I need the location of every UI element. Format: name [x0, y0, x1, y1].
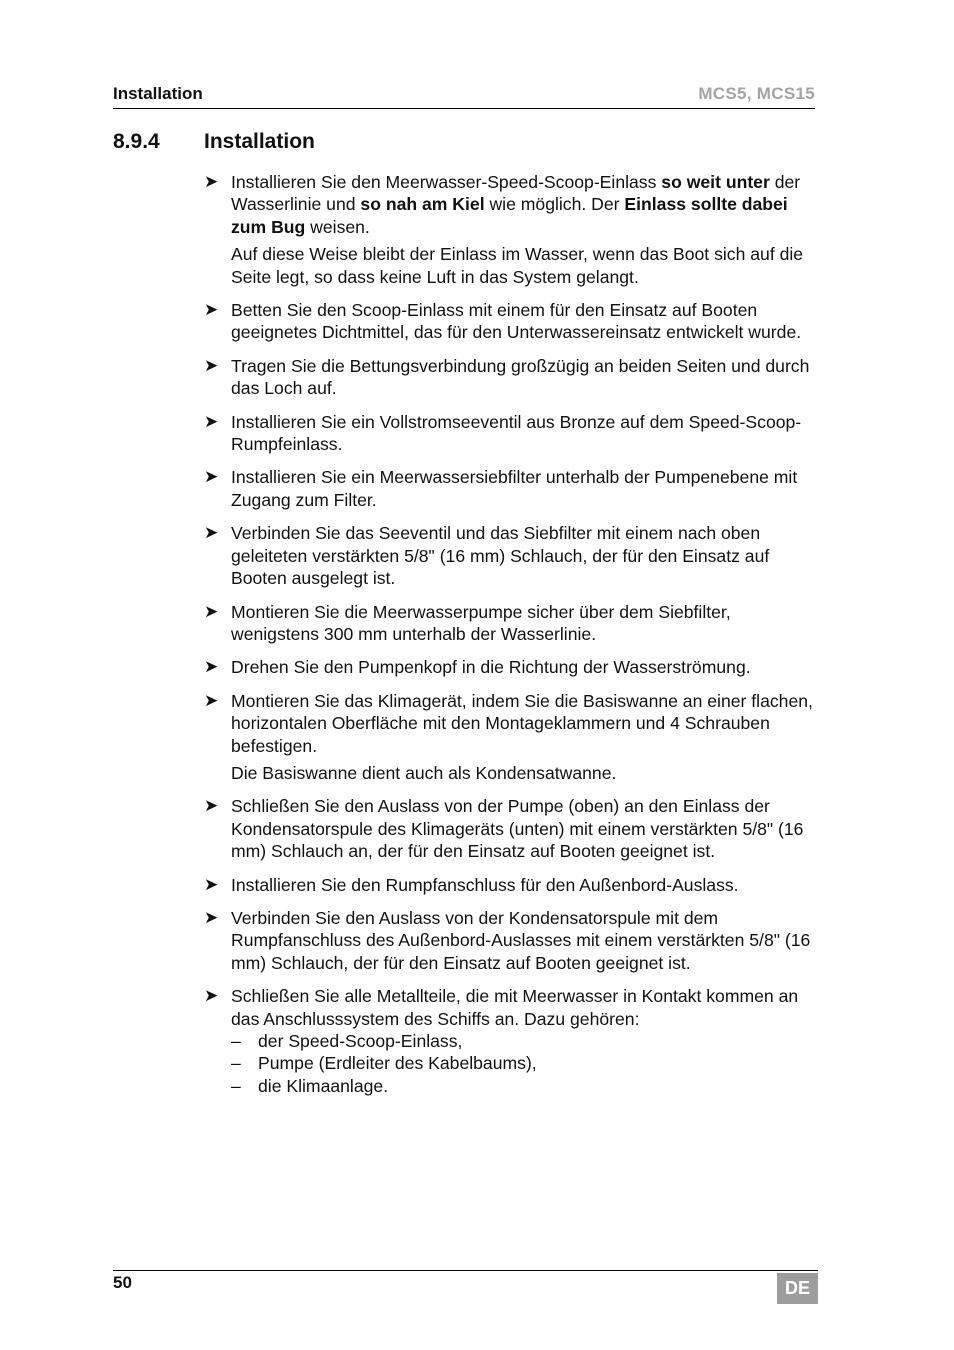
step-note: Die Basiswanne dient auch als Kondensatwanne. [231, 762, 617, 783]
arrow-bullet-icon: ➤ [204, 355, 219, 375]
step-text: Drehen Sie den Pumpenkopf in die Richtung der Wasserströmung. [231, 657, 751, 678]
instruction-step [204, 299, 820, 344]
arrow-bullet-icon: ➤ [204, 523, 219, 543]
arrow-bullet-icon: ➤ [204, 172, 219, 191]
arrow-bullet-icon: ➤ [204, 467, 219, 487]
step-text: Montieren Sie das Klimagerät, indem Sie die Basiswanne an einer flachen, horizontalen Oberfläche mit den Montageklammern und 4 Schrauben befestigen. [231, 690, 813, 756]
instruction-step [204, 985, 820, 1097]
step-text-part: weisen. [305, 216, 370, 237]
page-header [113, 84, 815, 109]
step-text: Schließen Sie den Auslass von der Pumpe (oben) an den Einlass der Kondensatorspule des Klimageräts (unten) mit einem verstärkten 5/8" (16 mm) Schlauch an, der für den Einsatz auf Booten geeignet ist. [231, 796, 804, 862]
arrow-bullet-icon: ➤ [204, 411, 219, 431]
step-emphasis: so nah am Kiel [360, 194, 485, 215]
step-text [231, 171, 820, 238]
list-item-text: der Speed-Scoop-Einlass, [258, 1031, 463, 1051]
instruction-step [204, 656, 820, 678]
arrow-bullet-icon: ➤ [204, 907, 219, 927]
arrow-bullet-icon: ➤ [204, 300, 219, 320]
section-title: Installation [204, 130, 315, 153]
instruction-step [204, 601, 820, 646]
list-item-text: Pumpe (Erdleiter des Kabelbaums), [258, 1053, 537, 1074]
step-text: Installieren Sie ein Vollstromseeventil aus Bronze auf dem Speed-Scoop-Rumpfeinlass. [231, 411, 802, 455]
step-text: Schließen Sie alle Metallteile, die mit Meerwasser in Kontakt kommen an das Anschlusssystem des Schiffs an. Dazu gehören: [231, 986, 799, 1029]
step-emphasis: so weit unter [661, 172, 770, 192]
instruction-step [204, 690, 820, 785]
arrow-bullet-icon: ➤ [204, 874, 219, 894]
step-emphasis: Einlass sollte dabei zum Bug [231, 194, 788, 237]
step-text-part: der Wasserlinie und [231, 172, 801, 215]
step-text: Verbinden Sie das Seeventil und das Siebfilter mit einem nach oben geleiteten verstärkten 5/8" (16 mm) Schlauch, der für den Einsatz auf Booten ausgelegt ist. [231, 523, 770, 589]
grounding-parts-list [231, 1030, 820, 1097]
arrow-bullet-icon: ➤ [204, 657, 219, 677]
step-text-part: Installieren Sie den Meerwasser-Speed-Scoop-Einlass [231, 172, 662, 192]
step-text: Installieren Sie ein Meerwassersiebfilter unterhalb der Pumpenebene mit Zugang zum Filter. [231, 467, 798, 510]
instruction-step [204, 411, 820, 456]
list-item [231, 1052, 820, 1074]
arrow-bullet-icon: ➤ [204, 601, 219, 621]
instruction-step [204, 355, 820, 400]
header-section-title: Installation [113, 84, 203, 103]
arrow-bullet-icon: ➤ [204, 986, 219, 1006]
instruction-step [204, 522, 820, 589]
step-text: Betten Sie den Scoop-Einlass mit einem für den Einsatz auf Booten geeignetes Dichtmittel, das für den Unterwassereinsatz entwickelt wurde. [231, 300, 802, 343]
step-text: Tragen Sie die Bettungsverbindung großzügig an beiden Seiten und durch das Loch auf. [231, 355, 810, 399]
instruction-step [204, 907, 820, 974]
step-text-part: wie möglich. Der [484, 194, 625, 215]
section-heading [113, 130, 315, 154]
arrow-bullet-icon: ➤ [204, 796, 219, 816]
instruction-step [204, 171, 820, 288]
list-item [231, 1030, 820, 1052]
page-footer [113, 1270, 818, 1298]
step-text: Montieren Sie die Meerwasserpumpe sicher über dem Siebfilter, wenigstens 300 mm unterhalb der Wasserlinie. [231, 601, 731, 644]
list-item [231, 1075, 820, 1097]
instruction-list [204, 171, 820, 1108]
step-note: Auf diese Weise bleibt der Einlass im Wasser, wenn das Boot sich auf die Seite legt, so dass keine Luft in das System gelangt. [231, 244, 804, 287]
header-model-names: MCS5, MCS15 [698, 84, 815, 103]
step-text: Installieren Sie den Rumpfanschluss für den Außenbord-Auslass. [231, 874, 739, 895]
arrow-bullet-icon: ➤ [204, 690, 219, 710]
dash-bullet: – [231, 1053, 241, 1074]
section-number: 8.9.4 [113, 130, 160, 153]
language-badge: DE [777, 1273, 818, 1304]
instruction-step [204, 795, 820, 862]
dash-bullet: – [231, 1031, 241, 1051]
instruction-step [204, 874, 820, 896]
dash-bullet: – [231, 1075, 241, 1096]
instruction-step [204, 466, 820, 511]
list-item-text: die Klimaanlage. [258, 1075, 389, 1096]
step-text: Verbinden Sie den Auslass von der Kondensatorspule mit dem Rumpfanschluss des Außenbord-Auslasses mit einem verstärkten 5/8" (16 mm) Schlauch, der für den Einsatz auf Booten geeignet ist. [231, 907, 811, 973]
page-number: 50 [113, 1273, 132, 1292]
